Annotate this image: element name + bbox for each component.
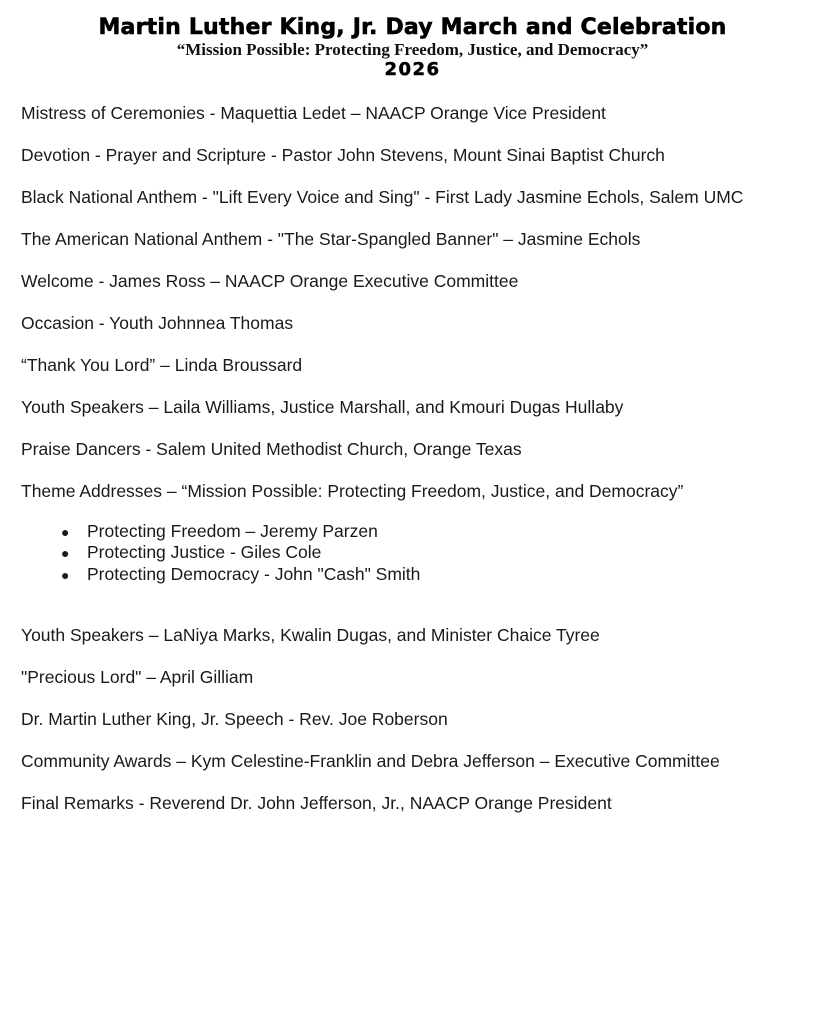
- program-item-theme-addresses: Theme Addresses – “Mission Possible: Protecting Freedom, Justice, and Democracy”: [21, 481, 684, 501]
- bullet-dot-icon: ●: [61, 524, 70, 540]
- event-title: Martin Luther King, Jr. Day March and Celebration: [98, 15, 727, 40]
- program-item-thank-you-lord: “Thank You Lord” – Linda Broussard: [21, 355, 303, 375]
- program-item-youth-speakers-1: Youth Speakers – Laila Williams, Justice Marshall, and Kmouri Dugas Hullaby: [21, 397, 624, 417]
- program-item-black-national-anthem: Black National Anthem - "Lift Every Voice and Sing" - First Lady Jasmine Echols, Salem UMC: [21, 187, 744, 207]
- theme-bullet-label: Protecting Democracy - John "Cash" Smith: [87, 564, 421, 584]
- bullet-dot-icon: ●: [61, 567, 70, 583]
- program-item-mlk-speech: Dr. Martin Luther King, Jr. Speech - Rev. Joe Roberson: [21, 709, 448, 729]
- theme-bullet-justice: [61, 541, 321, 564]
- event-year: 2026: [384, 59, 441, 80]
- theme-bullet-label: Protecting Justice - Giles Cole: [87, 542, 322, 562]
- bullet-dot-icon: ●: [61, 545, 70, 561]
- program-item-american-national-anthem: The American National Anthem - "The Star-Spangled Banner" – Jasmine Echols: [21, 229, 641, 249]
- program-item-welcome: Welcome - James Ross – NAACP Orange Executive Committee: [21, 271, 519, 291]
- program-item-praise-dancers: Praise Dancers - Salem United Methodist Church, Orange Texas: [21, 439, 522, 459]
- program-item-occasion: Occasion - Youth Johnnea Thomas: [21, 313, 294, 333]
- program-item-youth-speakers-2: Youth Speakers – LaNiya Marks, Kwalin Dugas, and Minister Chaice Tyree: [21, 625, 600, 645]
- theme-bullet-freedom: [61, 520, 378, 543]
- theme-bullet-label: Protecting Freedom – Jeremy Parzen: [87, 521, 378, 541]
- program-item-devotion: Devotion - Prayer and Scripture - Pastor John Stevens, Mount Sinai Baptist Church: [21, 145, 665, 165]
- program-item-mistress-of-ceremonies: Mistress of Ceremonies - Maquettia Ledet – NAACP Orange Vice President: [21, 103, 606, 123]
- program-item-final-remarks: Final Remarks - Reverend Dr. John Jefferson, Jr., NAACP Orange President: [21, 793, 612, 813]
- theme-bullet-democracy: [61, 563, 420, 586]
- program-header: [0, 14, 825, 80]
- program-item-precious-lord: "Precious Lord" – April Gilliam: [21, 667, 254, 687]
- program-item-community-awards: Community Awards – Kym Celestine-Franklin and Debra Jefferson – Executive Committee: [21, 751, 720, 771]
- event-theme-subtitle: “Mission Possible: Protecting Freedom, Justice, and Democracy”: [176, 40, 649, 59]
